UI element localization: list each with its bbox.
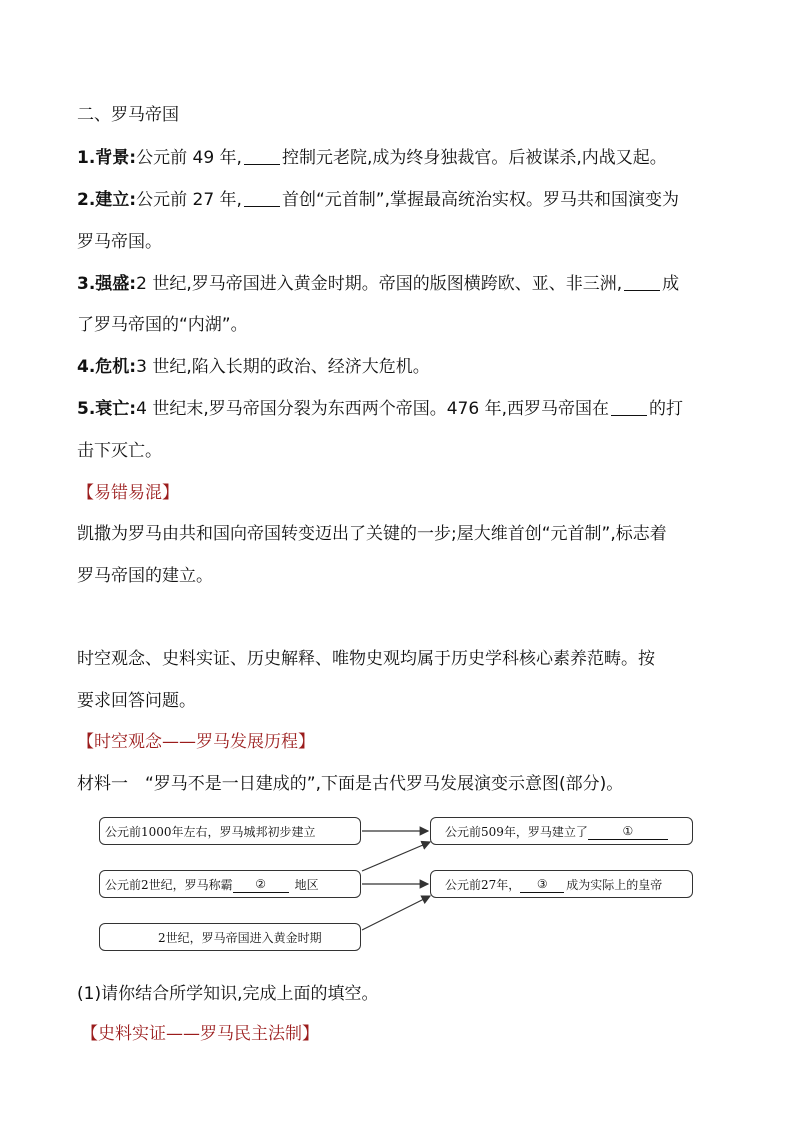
item-key: 建立: xyxy=(95,190,137,210)
item-text: 4 世纪末,罗马帝国分裂为东西两个帝国。476 年,西罗马帝国在 xyxy=(136,399,609,419)
tip-heading: 【易错易混】 xyxy=(77,483,179,503)
intro-text: 时空观念、史料实证、历史解释、唯物史观均属于历史学科核心素养范畴。按 xyxy=(77,649,655,669)
tip-text: 凯撒为罗马由共和国向帝国转变迈出了关键的一步;屋大维首创“元首制”,标志着 xyxy=(77,524,667,544)
item-text: 首创“元首制”,掌握最高统治实权。罗马共和国演变为 xyxy=(281,190,679,210)
box-text: 地区 xyxy=(294,878,319,892)
item-number: 3. xyxy=(77,274,96,294)
item-number: 5. xyxy=(77,399,96,419)
item-key: 衰亡: xyxy=(95,399,137,419)
item-founding-cont: 罗马帝国。 xyxy=(77,232,162,252)
blank-3[interactable]: ③ xyxy=(520,877,564,893)
intro-text-cont: 要求回答问题。 xyxy=(77,691,196,711)
item-prosperity-cont: 了罗马帝国的“内湖”。 xyxy=(77,315,248,335)
item-text: 2 世纪,罗马帝国进入黄金时期。帝国的版图横跨欧、亚、非三洲, xyxy=(136,274,623,294)
item-number: 4. xyxy=(77,357,96,377)
item-text: 3 世纪,陷入长期的政治、经济大危机。 xyxy=(136,357,430,377)
item-key: 危机: xyxy=(95,357,137,377)
box-text: 公元前27年， xyxy=(445,878,521,892)
diagram-box-hegemony xyxy=(99,870,361,898)
tip-text-cont: 罗马帝国的建立。 xyxy=(77,566,213,586)
diagram-box-emperor xyxy=(430,870,693,898)
box-text: 公元前2世纪，罗马称霸 xyxy=(105,878,233,892)
heading-timespace: 【时空观念——罗马发展历程】 xyxy=(77,732,315,752)
item-text: 成 xyxy=(662,274,680,294)
item-text: 控制元老院,成为终身独裁官。后被谋杀,内战又起。 xyxy=(281,148,667,168)
question-one: (1)请你结合所学知识,完成上面的填空。 xyxy=(77,984,379,1004)
arrow-4 xyxy=(362,896,430,930)
arrow-2 xyxy=(362,842,430,871)
box-text: 成为实际上的皇帝 xyxy=(566,878,663,892)
item-text: 公元前 27 年, xyxy=(136,190,242,210)
section-title: 二、罗马帝国 xyxy=(77,105,179,125)
item-key: 强盛: xyxy=(95,274,137,294)
blank-2[interactable]: ② xyxy=(233,877,289,893)
item-text: 公元前 49 年, xyxy=(136,148,242,168)
blank-1[interactable]: ① xyxy=(588,824,668,840)
item-number: 1. xyxy=(77,148,96,168)
item-number: 2. xyxy=(77,190,96,210)
diagram-box-city-founded: 公元前1000年左右，罗马城邦初步建立 xyxy=(99,817,361,845)
diagram-box-golden-age: 2世纪，罗马帝国进入黄金时期 xyxy=(99,923,361,951)
diagram-box-republic xyxy=(430,817,693,845)
item-text: 的打 xyxy=(649,399,683,419)
material-one: 材料一 “罗马不是一日建成的”,下面是古代罗马发展演变示意图(部分)。 xyxy=(77,774,624,794)
item-decline-cont: 击下灭亡。 xyxy=(77,441,162,461)
box-text: 公元前509年，罗马建立了 xyxy=(445,825,588,839)
item-key: 背景: xyxy=(95,148,137,168)
heading-evidence: 【史料实证——罗马民主法制】 xyxy=(81,1024,319,1044)
